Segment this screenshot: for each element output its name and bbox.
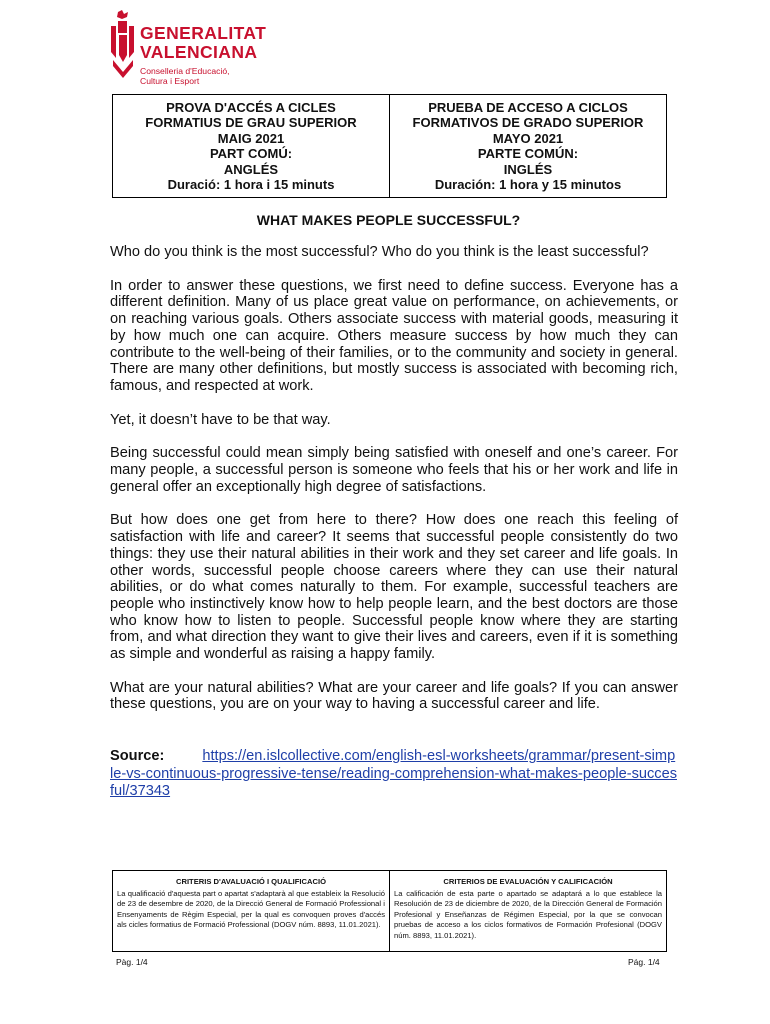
paragraph: What are your natural abilities? What are your career and life goals? If you can answer these questions, you are on your way to having a successful career and life. (110, 679, 678, 713)
criteria-text: La qualificació d'aquesta part o apartat s'adaptarà al que estableix la Resolució de 23 de desembre de 2020, de la Direcció General de Formació Professional i Ensenyaments de Règim Especial, per la qual es convoquen proves d'accés als cicles formatius de Formació Professional (DOGV núm. 8893, 11.01.2021). (117, 888, 385, 930)
source-citation (110, 748, 678, 801)
header-line: MAIG 2021 (217, 130, 285, 146)
header-line: PART COMÚ: (209, 146, 293, 161)
paragraph: Yet, it doesn’t have to be that way. (110, 411, 331, 428)
logo-department (140, 66, 230, 86)
header-line: FORMATIVOS DE GRADO SUPERIOR (412, 115, 644, 130)
logo-dept-line-2: Cultura i Esport (140, 76, 200, 86)
header-line: Duració: 1 hora i 15 minuts (167, 177, 335, 192)
paragraph: Who do you think is the most successful? Who do you think is the least successful? (110, 244, 649, 260)
criteria-valencian (113, 871, 389, 951)
logo-name-line-1: GENERALITAT (140, 23, 267, 43)
header-line: PRUEBA DE ACCESO A CICLOS (428, 99, 628, 115)
source-label: Source (110, 748, 160, 764)
header-line: PROVA D'ACCÉS A CICLES (166, 99, 336, 115)
criteria-table (112, 870, 667, 952)
criteria-title: CRITERIOS DE EVALUACIÓN Y CALIFICACIÓN (443, 877, 613, 886)
source-colon: : (159, 748, 165, 764)
exam-header-table (112, 94, 667, 198)
generalitat-emblem-icon (110, 10, 136, 78)
header-line: Duración: 1 hora y 15 minutos (434, 177, 622, 192)
page-number-right: Pág. 1/4 (628, 957, 660, 967)
page-number-left: Pàg. 1/4 (116, 957, 148, 967)
source-label-group (110, 748, 202, 764)
criteria-text: La calificación de esta parte o apartado se adaptará a lo que establece la Resolución de 23 de diciembre de 2020, de la Dirección General de Formación Profesional y Enseñanzas de Régimen Especial, por la que se convocan pruebas de acceso a los ciclos formativos de Formación Profesional (DOGV núm. 8893, 11.01.2021). (394, 888, 662, 940)
generalitat-logo (110, 10, 310, 86)
header-valencian (113, 95, 389, 197)
header-line: INGLÉS (503, 161, 553, 177)
reading-body (110, 244, 678, 730)
header-line: FORMATIUS DE GRAU SUPERIOR (145, 115, 357, 130)
header-spanish (389, 95, 666, 197)
criteria-title: CRITERIS D'AVALUACIÓ I QUALIFICACIÓ (175, 877, 327, 886)
header-line: MAYO 2021 (492, 130, 564, 146)
paragraph: Being successful could mean simply being satisfied with oneself and one’s career. For many people, a successful person is someone who feels that his or her work and life in general offer an exceptionally high degree of satisfactions. (110, 445, 678, 495)
paragraph: In order to answer these questions, we first need to define success. Everyone has a different definition. Many of us place great value on performance, on achievements, or on reaching various goals. Others associate success with material goods, measuring it by how much one can acquire. Others measure success by how much they can contribute to the well-being of their families, or to the community and society in general. There are many other definitions, but mostly success is associated with becoming rich, famous, and respected at work. (110, 277, 678, 394)
header-line: ANGLÉS (223, 161, 279, 177)
logo-name-line-2: VALENCIANA (140, 42, 258, 62)
source-link[interactable]: https://en.islcollective.com/english-esl-worksheets/grammar/present-simple-vs-continuous-progressive-tense/reading-comprehension-what-makes-people-succesful/37343 (110, 748, 677, 799)
criteria-spanish (389, 871, 666, 951)
logo-name (140, 24, 266, 62)
reading-title: WHAT MAKES PEOPLE SUCCESSFUL? (256, 212, 521, 228)
header-line: PARTE COMÚN: (477, 146, 579, 161)
logo-dept-line-1: Conselleria d'Educació, (140, 66, 230, 76)
paragraph: But how does one get from here to there? How does one reach this feeling of satisfaction with life and career? It seems that successful people consistently do two things: they use their natural abilities in their work and they set career and life goals. In other words, successful people choose careers where they can use their natural abilities, or do what comes naturally to them. For example, successful teachers are people who instinctively know how to help people learn, and the best doctors are those who know how to listen to people. Successful people know where they are starting from, and what direction they want to give their lives and careers, even if it is something as simple and wonderful as raising a happy family. (110, 512, 678, 663)
